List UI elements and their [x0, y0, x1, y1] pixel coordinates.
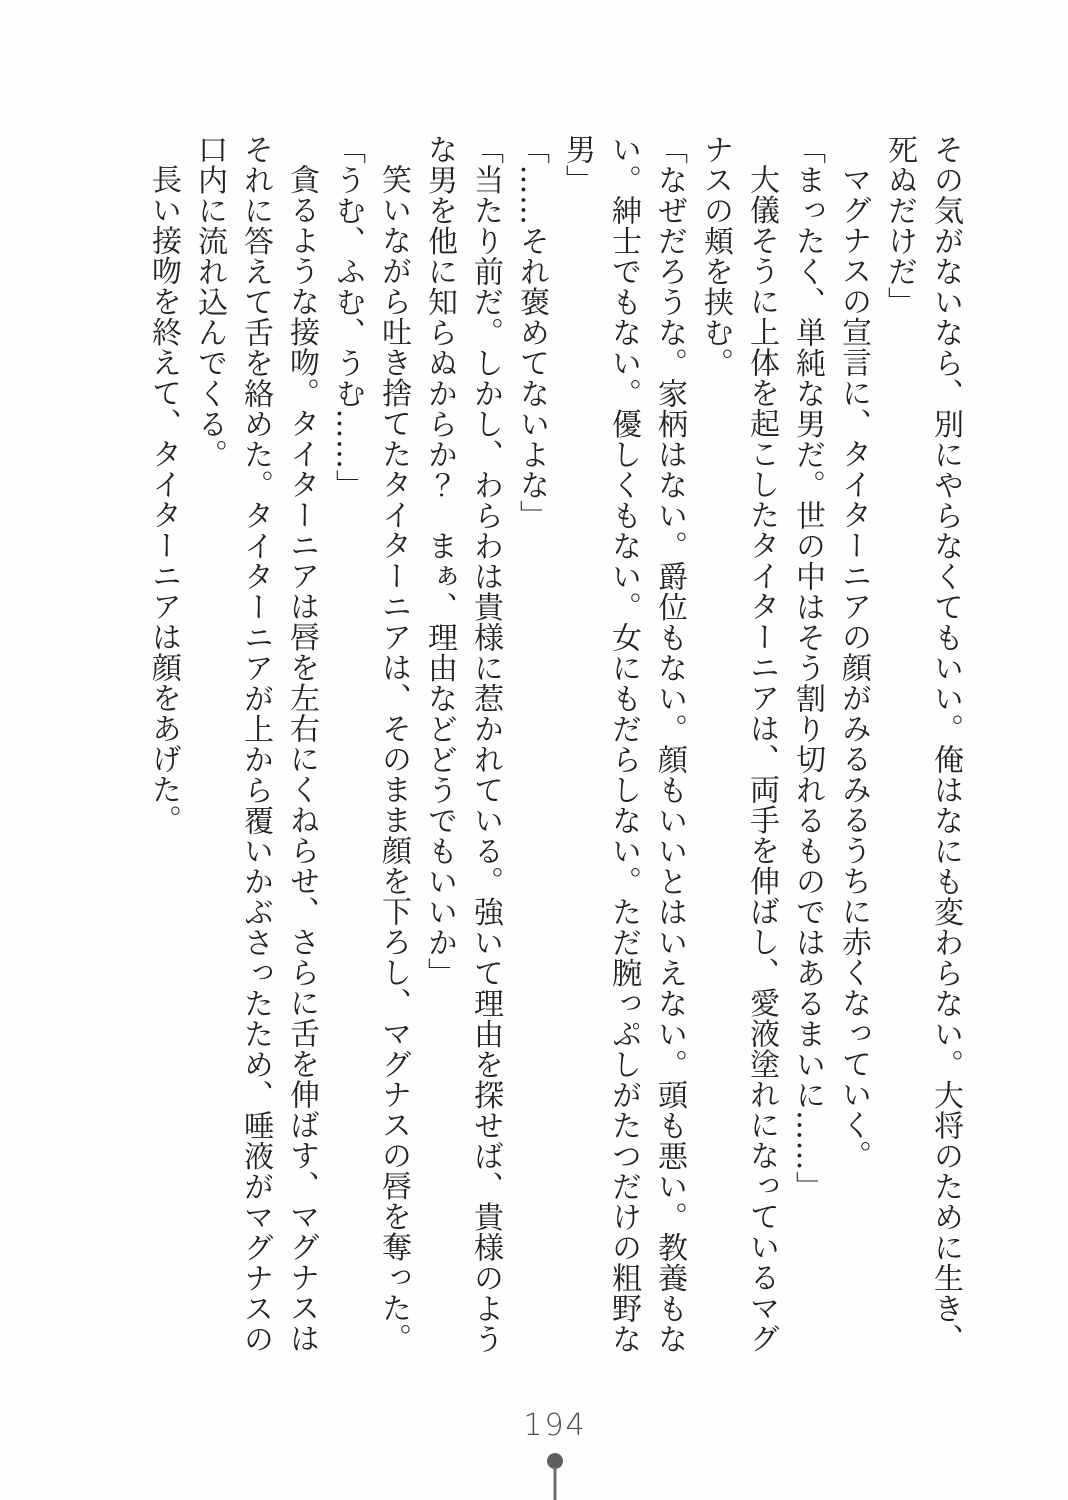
text-line: ナスの頬を挟む。	[698, 134, 733, 378]
footer-line-ornament	[554, 1467, 557, 1500]
text-line: それに答えて舌を絡めた。タイターニアが上から覆いかぶさったため、唾液がマグナスの	[238, 134, 273, 1354]
text-line: マグナスの宣言に、タイターニアの顔がみるみるうちに赤くなっていく。	[836, 164, 871, 1171]
text-line: 「……それ褒めてないよな」	[514, 134, 549, 531]
text-line: 「まったく、単純な男だ。世の中はそう割り切れるものではあるまいに……」	[790, 134, 825, 1202]
text-line: い。紳士でもない。優しくもない。女にもだらしない。ただ腕っぷしがたつだけの粗野な	[606, 134, 641, 1354]
text-line: 笑いながら吐き捨てたタイターニアは、そのまま顔を下ろし、マグナスの唇を奪った。	[376, 164, 411, 1354]
text-line: 貪るような接吻。タイターニアは唇を左右にくねらせ、さらに舌を伸ばす、マグナスは	[284, 164, 319, 1354]
text-line: 「当たり前だ。しかし、わらわは貴様に惹かれている。強いて理由を探せば、貴様のよう	[468, 134, 503, 1354]
body-text	[140, 134, 968, 1354]
text-line: 口内に流れ込んでくる。	[192, 134, 227, 470]
text-line: 男」	[560, 134, 595, 195]
text-line: 「うむ、ふむ、うむ……」	[330, 134, 365, 500]
text-line: 「なぜだろうな。家柄はない。爵位もない。顔もいいとはいえない。頭も悪い。教養もな	[652, 134, 687, 1354]
text-line: 大儀そうに上体を起こしたタイターニアは、両手を伸ばし、愛液塗れになっているマグ	[744, 164, 779, 1354]
page-number: 194	[523, 1408, 587, 1443]
text-line: 長い接吻を終えて、タイターニアは顔をあげた。	[146, 164, 181, 835]
text-line: 死ぬだけだ」	[882, 134, 917, 317]
text-line: その気がないなら、別にやらなくてもいい。俺はなにも変わらない。大将のために生き、	[928, 134, 963, 1354]
text-line: な男を他に知らぬからか？ まぁ、理由などどうでもいいか」	[422, 134, 457, 988]
